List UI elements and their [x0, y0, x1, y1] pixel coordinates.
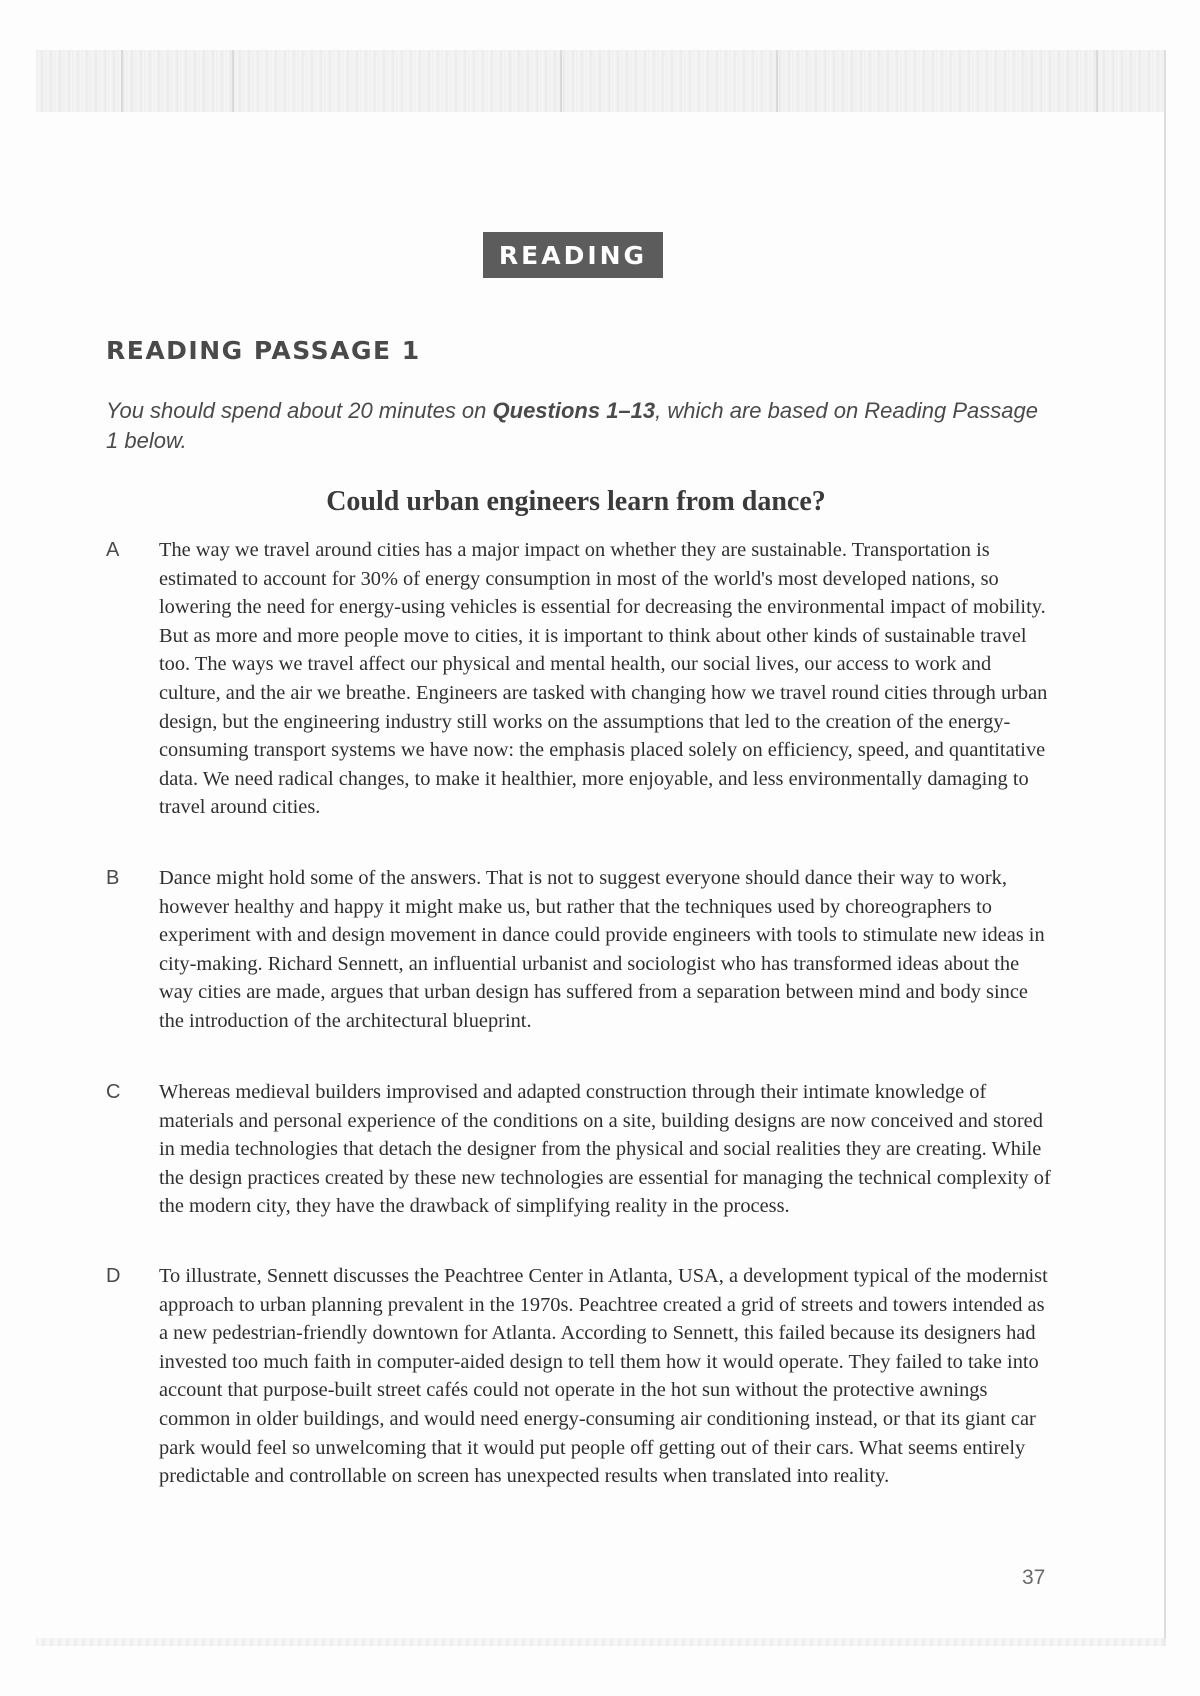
paragraph-letter: D [106, 1265, 121, 1287]
paragraph-text: Dance might hold some of the answers. That is not to suggest everyone should dance their way to work, however healthy and happy it might make us, but rather that the techniques used by choreographers to experiment with and design movement in dance could provide engineers with tools to stimulate new ideas in city-making. Richard Sennett, an influential urbanist and sociologist who has transformed ideas about the way cities are made, argues that urban design has suffered from a separation between mind and body since the introduction of the architectural blueprint. [159, 867, 1045, 1032]
scan-artifact-right [1164, 50, 1166, 1646]
scan-artifact-bottom [36, 1638, 1166, 1646]
paragraph-text: Whereas medieval builders improvised and adapted construction through their intimate knowledge of materials and personal experience of the conditions on a site, building designs are now conceived and stored in media technologies that detach the designer from the physical and social realities they are creating. While the design practices created by these new technologies are essential for managing the technical complexity of the modern city, they have the drawback of simplifying reality in the process. [159, 1081, 1051, 1218]
page-number: 37 [1022, 1566, 1046, 1589]
article-title: Could urban engineers learn from dance? [326, 486, 826, 517]
paragraph-letter: A [106, 539, 120, 561]
passage-title: READING PASSAGE 1 [106, 336, 421, 365]
instructions-pre: You should spend about 20 minutes on [106, 398, 493, 423]
paragraph-letter: C [106, 1081, 121, 1103]
section-label: READING [483, 232, 663, 278]
instructions [106, 396, 1046, 456]
paragraph-text: The way we travel around cities has a major impact on whether they are sustainable. Transportation is estimated to account for 30% of energy consumption in most of the world's most developed nations, so lowering the need for energy-using vehicles is essential for decreasing the environmental impact of mobility. But as more and more people move to cities, it is important to think about other kinds of sustainable travel too. The ways we travel affect our physical and mental health, our social lives, our access to work and culture, and the air we breathe. Engineers are tasked with changing how we travel round cities through urban design, but the engineering industry still works on the assumptions that led to the creation of the energy-consuming transport systems we have now: the emphasis placed solely on efficiency, speed, and quantitative data. We need radical changes, to make it healthier, more enjoyable, and less environmentally damaging to travel around cities. [159, 539, 1048, 819]
paragraph-letter: B [106, 867, 120, 889]
instructions-questions: Questions 1–13 [492, 398, 656, 423]
instructions-post: , which are based on Reading Passage 1 below. [106, 398, 1038, 453]
scan-artifact-top [36, 50, 1166, 112]
paragraph-text: To illustrate, Sennett discusses the Peachtree Center in Atlanta, USA, a development typical of the modernist approach to urban planning prevalent in the 1970s. Peachtree created a grid of streets and towers intended as a new pedestrian-friendly downtown for Atlanta. According to Sennett, this failed because its designers had invested too much faith in computer-aided design to tell them how it would operate. They failed to take into account that purpose-built street cafés could not operate in the hot sun without the protective awnings common in older buildings, and would need energy-consuming air conditioning instead, or that its giant car park would feel so unwelcoming that it would put people off getting out of their cars. What seems entirely predictable and controllable on screen has unexpected results when translated into reality. [159, 1265, 1048, 1488]
